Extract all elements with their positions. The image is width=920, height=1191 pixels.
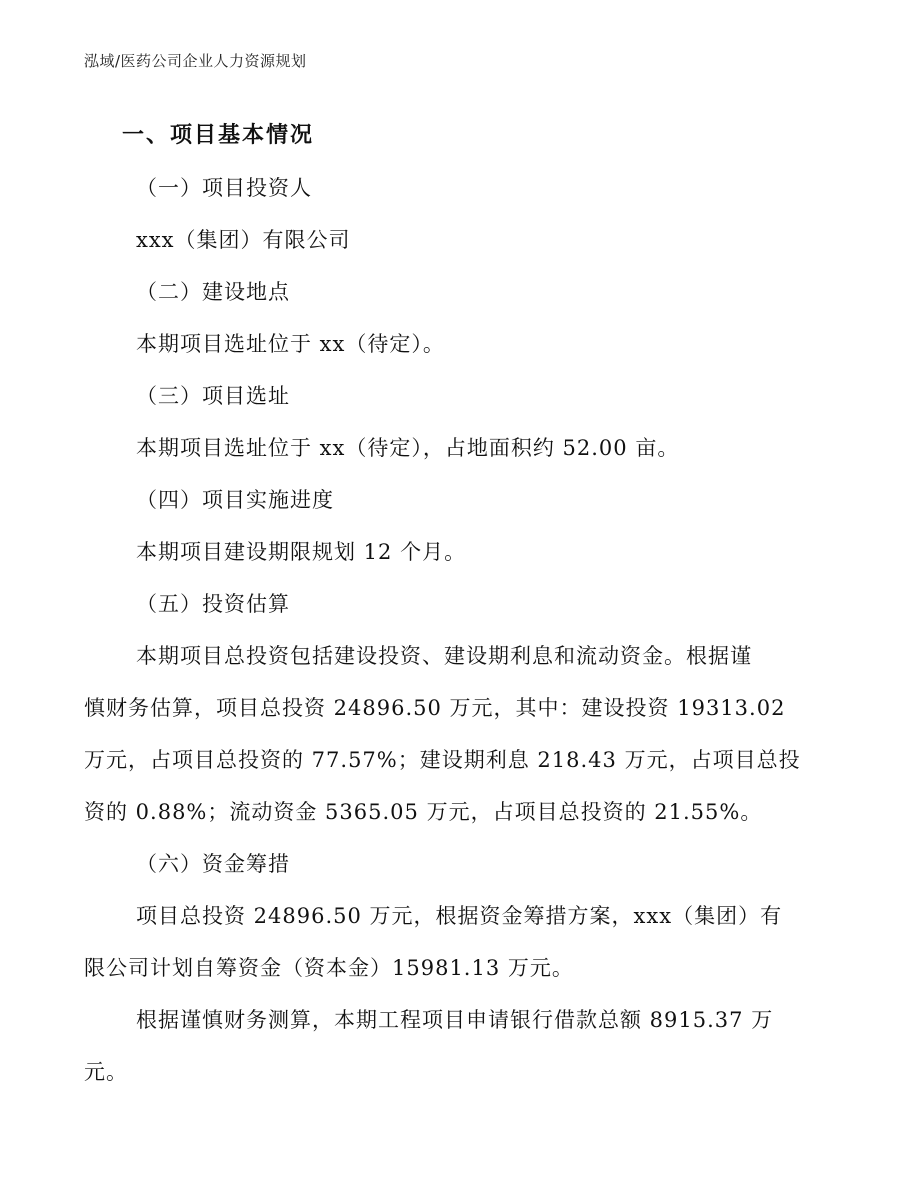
site-text: 本期项目选址位于 xx（待定），占地面积约 52.00 亩。 — [136, 436, 680, 460]
subheading-schedule: （四）项目实施进度 — [136, 488, 334, 512]
subheading-site: （三）项目选址 — [136, 384, 290, 408]
subheading-funding: （六）资金筹措 — [136, 852, 290, 876]
funding-line: 限公司计划自筹资金（资本金）15981.13 万元。 — [84, 956, 574, 980]
estimate-line: 万元，占项目总投资的 77.57%；建设期利息 218.43 万元，占项目总投 — [84, 748, 801, 772]
estimate-line: 慎财务估算，项目总投资 24896.50 万元，其中：建设投资 19313.02 — [84, 696, 786, 720]
schedule-text: 本期项目建设期限规划 12 个月。 — [136, 540, 467, 564]
funding-line: 项目总投资 24896.50 万元，根据资金筹措方案，xxx（集团）有 — [136, 904, 783, 928]
subheading-investor: （一）项目投资人 — [136, 176, 312, 200]
estimate-line: 本期项目总投资包括建设投资、建设期利息和流动资金。根据谨 — [136, 644, 752, 668]
header-divider — [84, 82, 836, 83]
subheading-location: （二）建设地点 — [136, 280, 290, 304]
section-heading: 一、项目基本情况 — [122, 123, 315, 148]
loan-line: 根据谨慎财务测算，本期工程项目申请银行借款总额 8915.37 万 — [136, 1008, 774, 1032]
loan-line: 元。 — [84, 1060, 128, 1084]
document-header: 泓域/医药公司企业人力资源规划 — [84, 52, 307, 70]
estimate-line: 资的 0.88%；流动资金 5365.05 万元，占项目总投资的 21.55%。 — [84, 800, 763, 824]
location-text: 本期项目选址位于 xx（待定）。 — [136, 332, 445, 356]
subheading-estimate: （五）投资估算 — [136, 592, 290, 616]
investor-text: xxx（集团）有限公司 — [136, 228, 351, 252]
